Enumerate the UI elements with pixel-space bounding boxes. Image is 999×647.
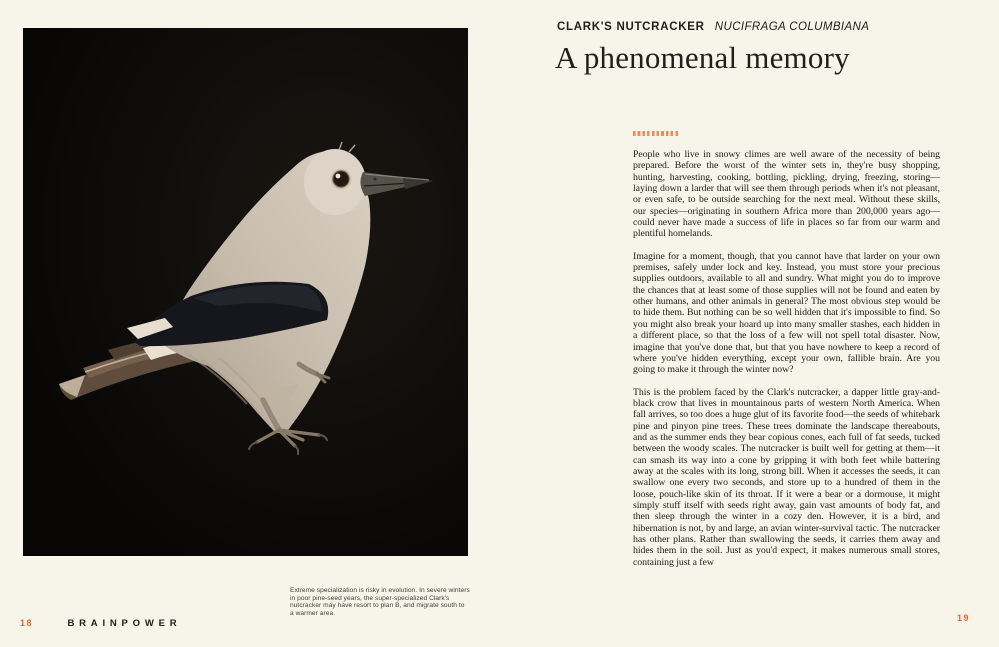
- body-paragraph-3: This is the problem faced by the Clark's nutcracker, a dapper little gray-and-black crow that lives in mountainous parts of western North America. When fall arrives, so too does a huge glut of its favorite food—the seeds of whitebark pine and pinyon pine trees. These trees dominate the landscape thereabouts, and as the summer ends they bear copious cones, each full of fat seeds, tucked between the woody scales. The nutcracker is built well for getting at them—it can smash its way into a cone by gripping it with both feet while battering away at the scales with its long, strong bill. When it accesses the seeds, it can swallow one every two seconds, and store up to a hundred of them in the loose, pouch-like skin of its throat. If it were a bear or a dormouse, it might simply stuff itself with seeds right away, gain vast amounts of body fat, and then sleep through the winter in a cozy den. However, it is a bird, and hibernation is not, by and large, an avian winter-survival tactic. The nutcracker has other plans. Rather than swallowing the seeds, it carries them away and hides them in the soil. Just as you'd expect, it makes numerous small stores, containing just a few: [633, 386, 940, 568]
- clarks-nutcracker-photo: [23, 28, 468, 556]
- body-paragraph-2: Imagine for a moment, though, that you cannot have that larder on your own premises, safely under lock and key. Instead, you must store your precious supplies outdoors, available to all and sundry. What might you do to improve the chances that at least some of those supplies will not be found and eaten by other humans, and other animals in general? The most obvious step would be to hide them. But nothing can be so well hidden that it's impossible to find. So you might also break your hoard up into many smaller stashes, each hidden in a different place, so that the loss of a few will not spell total disaster. Now, imagine that you've done that, but that you have nowhere to keep a record of where you've hidden everything, except your own, fallible brain. Are you going to make it through the winter now?: [633, 250, 940, 376]
- left-page-footer: [20, 613, 181, 631]
- article-headline: A phenomenal memory: [555, 40, 850, 75]
- article-body: [633, 149, 940, 579]
- page-number-right: 19: [957, 613, 971, 623]
- body-paragraph-1: People who live in snowy climes are well aware of the necessity of being prepared. Before the worst of the winter sets in, they're busy shopping, hunting, harvesting, cooking, bottling, pickling, drying, freezing, storing—laying down a larder that will see them through periods when it's not pleasant, or even safe, to be outside searching for the next meal. Without these skills, our species—originating in southern Africa more than 200,000 years ago—could never have made a success of life in places so far from our warm and plentiful homelands.: [633, 149, 940, 240]
- article-kicker: [557, 21, 869, 33]
- clarks-nutcracker-illustration: [23, 28, 468, 556]
- bird-nostril: [374, 178, 377, 181]
- ornament-dashes: [633, 131, 680, 136]
- bird-latin-name: NUCIFRAGA COLUMBIANA: [714, 21, 870, 33]
- section-title: BRAINPOWER: [67, 618, 182, 629]
- bird-eye: [331, 169, 352, 190]
- bird-common-name: CLARK'S NUTCRACKER: [557, 21, 705, 33]
- photo-caption: Extreme specialization is risky in evolution. In severe winters in poor pine-seed years, the super-specialized Clark's nutcracker may have resort to plan B, and migrate south to a warmer area.: [290, 587, 470, 618]
- page-number-left: 18: [20, 618, 34, 628]
